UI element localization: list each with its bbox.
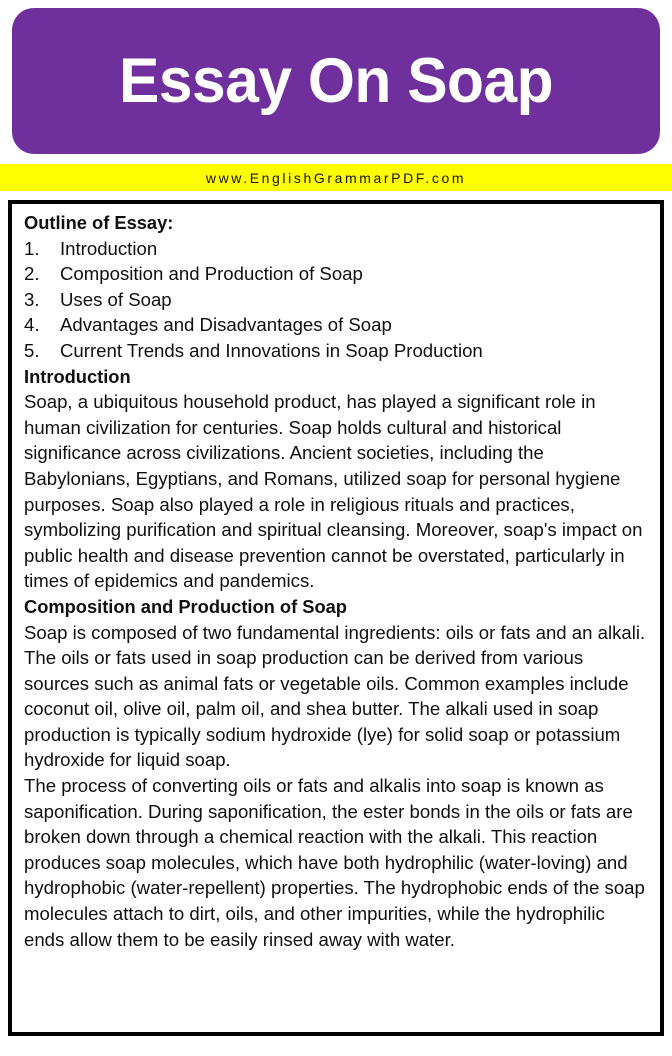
outline-heading: Outline of Essay:: [24, 212, 174, 233]
list-item: [24, 338, 650, 364]
list-item: [24, 287, 650, 313]
title-banner: [12, 8, 660, 154]
list-item: [24, 236, 650, 262]
composition-paragraph-1: Soap is composed of two fundamental ingredients: oils or fats and an alkali. The oils or fats used in soap production can be derived from various sources such as animal fats or vegetable oils. Common examples include coconut oil, olive oil, palm oil, and shea butter. The alkali used in soap production is typically sodium hydroxide (lye) for solid soap or potassium hydroxide for liquid soap.: [24, 621, 646, 771]
introduction-heading: Introduction: [24, 365, 131, 387]
document-body: [24, 210, 650, 952]
list-item-label: Advantages and Disadvantages of Soap: [60, 314, 392, 336]
website-url-text: www.EnglishGrammarPDF.com: [205, 169, 467, 186]
list-item-number: 4.: [24, 314, 40, 336]
essay-content-box: [8, 200, 664, 1036]
introduction-paragraph: Soap, a ubiquitous household product, has played a significant role in human civilization for centuries. Soap holds cultural and historical significance across civilizations. Ancient societies, including the Babylonians, Egyptians, and Romans, utilized soap for personal hygiene purposes. Soap also played a role in religious rituals and practices, symbolizing purification and spiritual cleansing. Moreover, soap's impact on public health and disease prevention cannot be overstated, particularly in times of epidemics and pandemics.: [24, 391, 643, 592]
page-title: Essay On Soap: [118, 45, 554, 116]
list-item-number: 1.: [24, 237, 40, 259]
list-item-label: Composition and Production of Soap: [60, 263, 363, 285]
composition-heading: Composition and Production of Soap: [24, 595, 347, 617]
website-url-strip: [0, 164, 672, 191]
list-item: [24, 312, 650, 338]
list-item-number: 5.: [24, 339, 40, 361]
list-item-label: Introduction: [60, 237, 158, 259]
list-item-label: Uses of Soap: [60, 288, 172, 310]
list-item-number: 3.: [24, 288, 40, 310]
outline-list: [24, 236, 650, 364]
list-item: [24, 261, 650, 287]
composition-paragraph-2: The process of converting oils or fats and alkalis into soap is known as saponification. During saponification, the ester bonds in the oils or fats are broken down through a chemical reaction with the alkali. This reaction produces soap molecules, which have both hydrophilic (water-loving) and hydrophobic (water-repellent) properties. The hydrophobic ends of the soap molecules attach to dirt, oils, and other impurities, while the hydrophilic ends allow them to be easily rinsed away with water.: [24, 775, 645, 950]
list-item-number: 2.: [24, 263, 40, 285]
list-item-label: Current Trends and Innovations in Soap Production: [60, 339, 483, 361]
